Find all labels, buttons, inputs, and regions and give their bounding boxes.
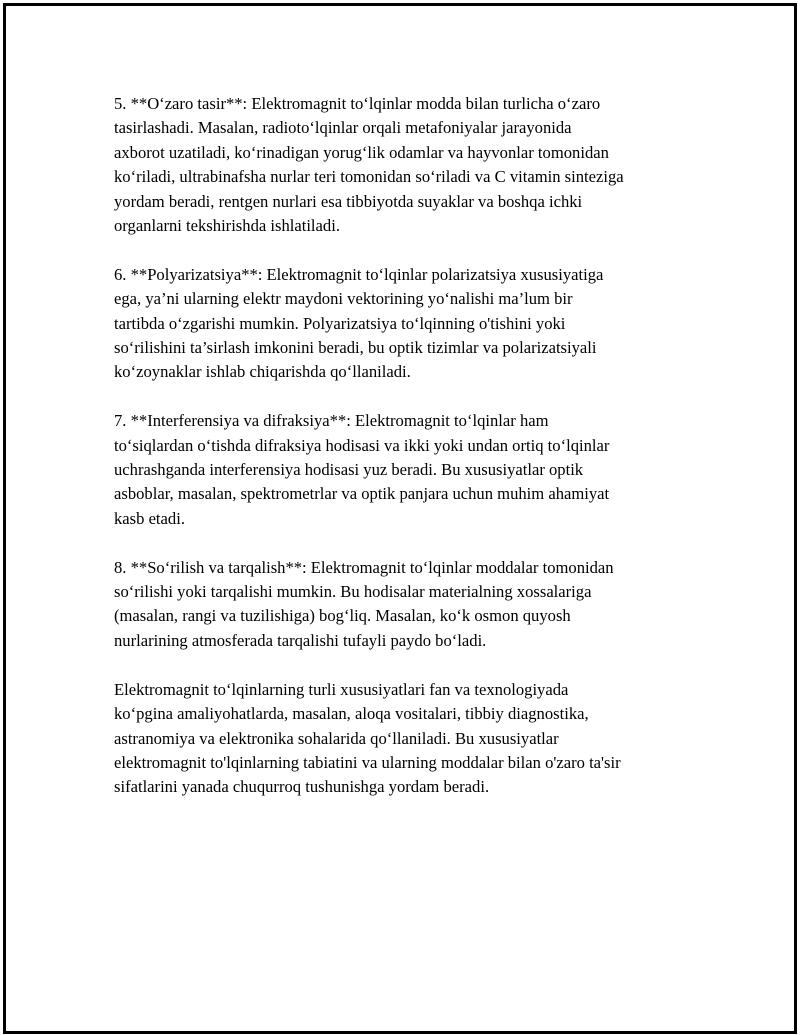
document-body xyxy=(114,92,689,824)
text-line: to‘siqlardan o‘tishda difraksiya hodisasi va ikki yoki undan ortiq to‘lqinlar xyxy=(114,435,610,455)
text-line: tasirlashadi. Masalan, radioto‘lqinlar orqali metafoniyalar jarayonida xyxy=(114,118,572,138)
text-line: 5. **O‘zaro tasir**: Elektromagnit to‘lqinlar modda bilan turlicha o‘zaro xyxy=(114,94,601,113)
text-line: uchrashganda interferensiya hodisasi yuz beradi. Bu xususiyatlar optik xyxy=(114,460,584,480)
text-line: Elektromagnit to‘lqinlarning turli xususiyatlari fan va texnologiyada xyxy=(114,679,569,699)
text-line: ko‘riladi, ultrabinafsha nurlar teri tomonidan so‘riladi va C vitamin sinteziga xyxy=(114,167,624,187)
text-line: elektromagnit to'lqinlarning tabiatini va ularning moddalar bilan o'zaro ta'sir xyxy=(114,752,621,772)
text-line: ko‘zoynaklar ishlab chiqarishda qo‘llaniladi. xyxy=(114,362,411,382)
text-line: axborot uzatiladi, ko‘rinadigan yorug‘lik odamlar va hayvonlar tomonidan xyxy=(114,142,609,162)
text-line: 8. **So‘rilish va tarqalish**: Elektromagnit to‘lqinlar moddalar tomonidan xyxy=(114,557,614,577)
text-line: yordam beradi, rentgen nurlari esa tibbiyotda suyaklar va boshqa ichki xyxy=(114,191,583,211)
text-line: nurlarining atmosferada tarqalishi tufayli paydo bo‘ladi. xyxy=(114,630,487,650)
text-line: organlarni tekshirishda ishlatiladi. xyxy=(114,216,340,236)
text-line: 6. **Polyarizatsiya**: Elektromagnit to‘lqinlar polarizatsiya xususiyatiga xyxy=(114,264,604,284)
paragraph-sorilish xyxy=(114,556,689,654)
paragraph-conclusion xyxy=(114,678,689,800)
paragraph-polyarizatsiya xyxy=(114,263,689,385)
text-line: (masalan, rangi va tuzilishiga) bog‘liq. Masalan, ko‘k osmon quyosh xyxy=(114,606,571,626)
text-line: ko‘pgina amaliyohatlarda, masalan, aloqa vositalari, tibbiy diagnostika, xyxy=(114,704,589,724)
paragraph-ozaro-tasir xyxy=(114,92,689,238)
text-line: sifatlarini yanada chuqurroq tushunishga yordam beradi. xyxy=(114,777,490,797)
text-line: 7. **Interferensiya va difraksiya**: Elektromagnit to‘lqinlar ham xyxy=(114,411,549,431)
text-line: so‘rilishini ta’sirlash imkonini beradi, bu optik tizimlar va polarizatsiyali xyxy=(114,338,597,358)
text-line: astranomiya va elektronika sohalarida qo‘llaniladi. Bu xususiyatlar xyxy=(114,728,559,748)
paragraph-interferensiya xyxy=(114,409,689,531)
text-line: ega, ya’ni ularning elektr maydoni vektorining yo‘nalishi ma’lum bir xyxy=(114,289,573,309)
text-line: asboblar, masalan, spektrometrlar va optik panjara uchun muhim ahamiyat xyxy=(114,484,610,504)
text-line: so‘rilishi yoki tarqalishi mumkin. Bu hodisalar materialning xossalariga xyxy=(114,582,592,602)
text-line: kasb etadi. xyxy=(114,508,185,528)
text-line: tartibda o‘zgarishi mumkin. Polyarizatsiya to‘lqinning o'tishini yoki xyxy=(114,313,566,333)
